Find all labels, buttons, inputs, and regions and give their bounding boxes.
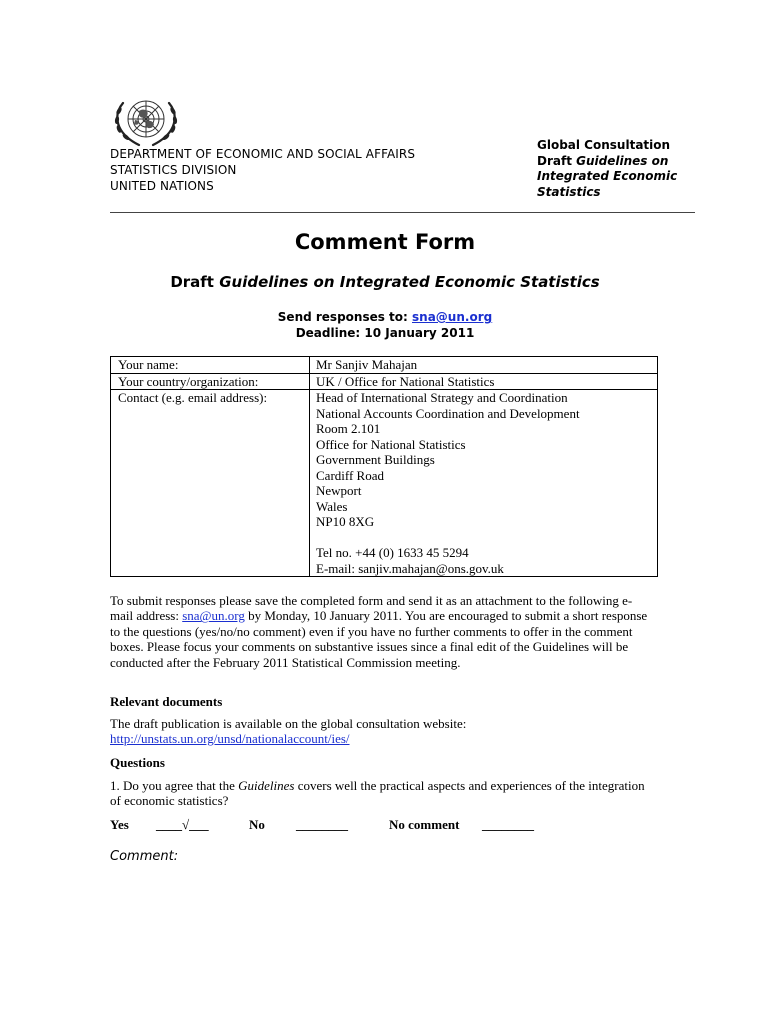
consultation-draft-text: Draft [537, 153, 577, 168]
send-block [0, 309, 770, 341]
name-label: Your name: [111, 357, 310, 374]
country-label: Your country/organization: [111, 373, 310, 390]
contact-line: Room 2.101 [316, 421, 381, 436]
department-line: DEPARTMENT OF ECONOMIC AND SOCIAL AFFAIRS [110, 147, 416, 161]
consultation-line-4 [537, 185, 677, 201]
question-1 [110, 778, 650, 809]
division-line: STATISTICS DIVISION [110, 163, 237, 177]
contact-line: Wales [316, 498, 348, 514]
relevant-heading: Relevant documents [110, 694, 223, 709]
contact-line: Head of International Strategy and Coordination [316, 390, 568, 405]
instructions-email-link[interactable]: sna@un.org [182, 608, 245, 624]
contact-line: NP10 8XG [316, 514, 375, 529]
comment-label: Comment: [110, 849, 179, 864]
consultation-line-1: Global Consultation [537, 138, 671, 152]
consultation-header [537, 138, 677, 200]
question-1-italic: Guidelines [238, 778, 295, 793]
questions-heading: Questions [110, 755, 165, 770]
question-1-suffix: covers well the practical aspects and experiences of the integration of economic statistics? [110, 778, 645, 809]
contact-label: Contact (e.g. email address): [111, 390, 310, 577]
contact-line: Cardiff Road [316, 467, 384, 483]
contact-line: Newport [316, 483, 362, 498]
subtitle-italic: Guidelines on Integrated Economic Statistics [219, 273, 600, 291]
form-subtitle [0, 273, 770, 291]
consultation-line-2 [537, 154, 677, 170]
no-comment-answer-field[interactable]: ________ [482, 817, 534, 832]
respondent-info-table [110, 356, 658, 577]
contact-line: Office for National Statistics [316, 436, 466, 452]
consultation-website-link[interactable]: http://unstats.un.org/unsd/nationalaccount/ies/ [110, 731, 350, 747]
un-emblem-logo [109, 93, 183, 149]
send-email-link[interactable]: sna@un.org [412, 310, 493, 324]
department-header [110, 146, 415, 194]
consultation-integrated-text: Integrated Economic [537, 169, 678, 183]
instructions-paragraph [110, 593, 650, 670]
consultation-line-3 [537, 169, 677, 185]
send-responses-line [0, 309, 770, 325]
email-line: E-mail: sanjiv.mahajan@ons.gov.uk [316, 560, 504, 576]
question-1-prefix: 1. Do you agree that the [110, 778, 239, 793]
instructions-text-2: by Monday, 10 January 2011. You are encouraged to submit a short response to the questions (yes/no/no comment) even if you have no further comments to offer in the comment boxes. Please focus your comments on substantive issues since a final edit of the Guidelines will be conducted after the February 2011 Statistical Commission meeting. [110, 608, 648, 670]
contact-line: Government Buildings [316, 452, 435, 467]
send-label: Send responses to: [277, 310, 413, 324]
name-value[interactable]: Mr Sanjiv Mahajan [310, 357, 658, 374]
organization-line: UNITED NATIONS [110, 179, 214, 193]
relevant-paragraph [110, 716, 650, 747]
telephone-line: Tel no. +44 (0) 1633 45 5294 [316, 545, 469, 560]
deadline-line: Deadline: 10 January 2011 [295, 326, 475, 340]
country-value[interactable]: UK / Office for National Statistics [310, 373, 658, 390]
consultation-guidelines-text: Guidelines on [576, 153, 669, 168]
yes-answer-field[interactable]: ____√___ [156, 817, 209, 832]
subtitle-prefix: Draft [170, 273, 220, 291]
relevant-text: The draft publication is available on the global consultation website: [110, 716, 467, 731]
consultation-statistics-text: Statistics [537, 184, 601, 199]
instructions-text-1: To submit responses please save the completed form and send it as an attachment to the following e-mail address: [110, 593, 633, 624]
table-row [111, 373, 658, 390]
yes-label: Yes [110, 817, 129, 832]
no-comment-label: No comment [389, 817, 460, 832]
header-divider [110, 212, 695, 213]
contact-value[interactable] [310, 390, 658, 577]
table-row [111, 357, 658, 374]
table-row [111, 390, 658, 577]
spacer [316, 530, 651, 546]
contact-line: National Accounts Coordination and Development [316, 405, 580, 421]
no-label: No [249, 817, 265, 832]
no-answer-field[interactable]: ________ [296, 817, 348, 832]
form-title: Comment Form [294, 230, 476, 254]
